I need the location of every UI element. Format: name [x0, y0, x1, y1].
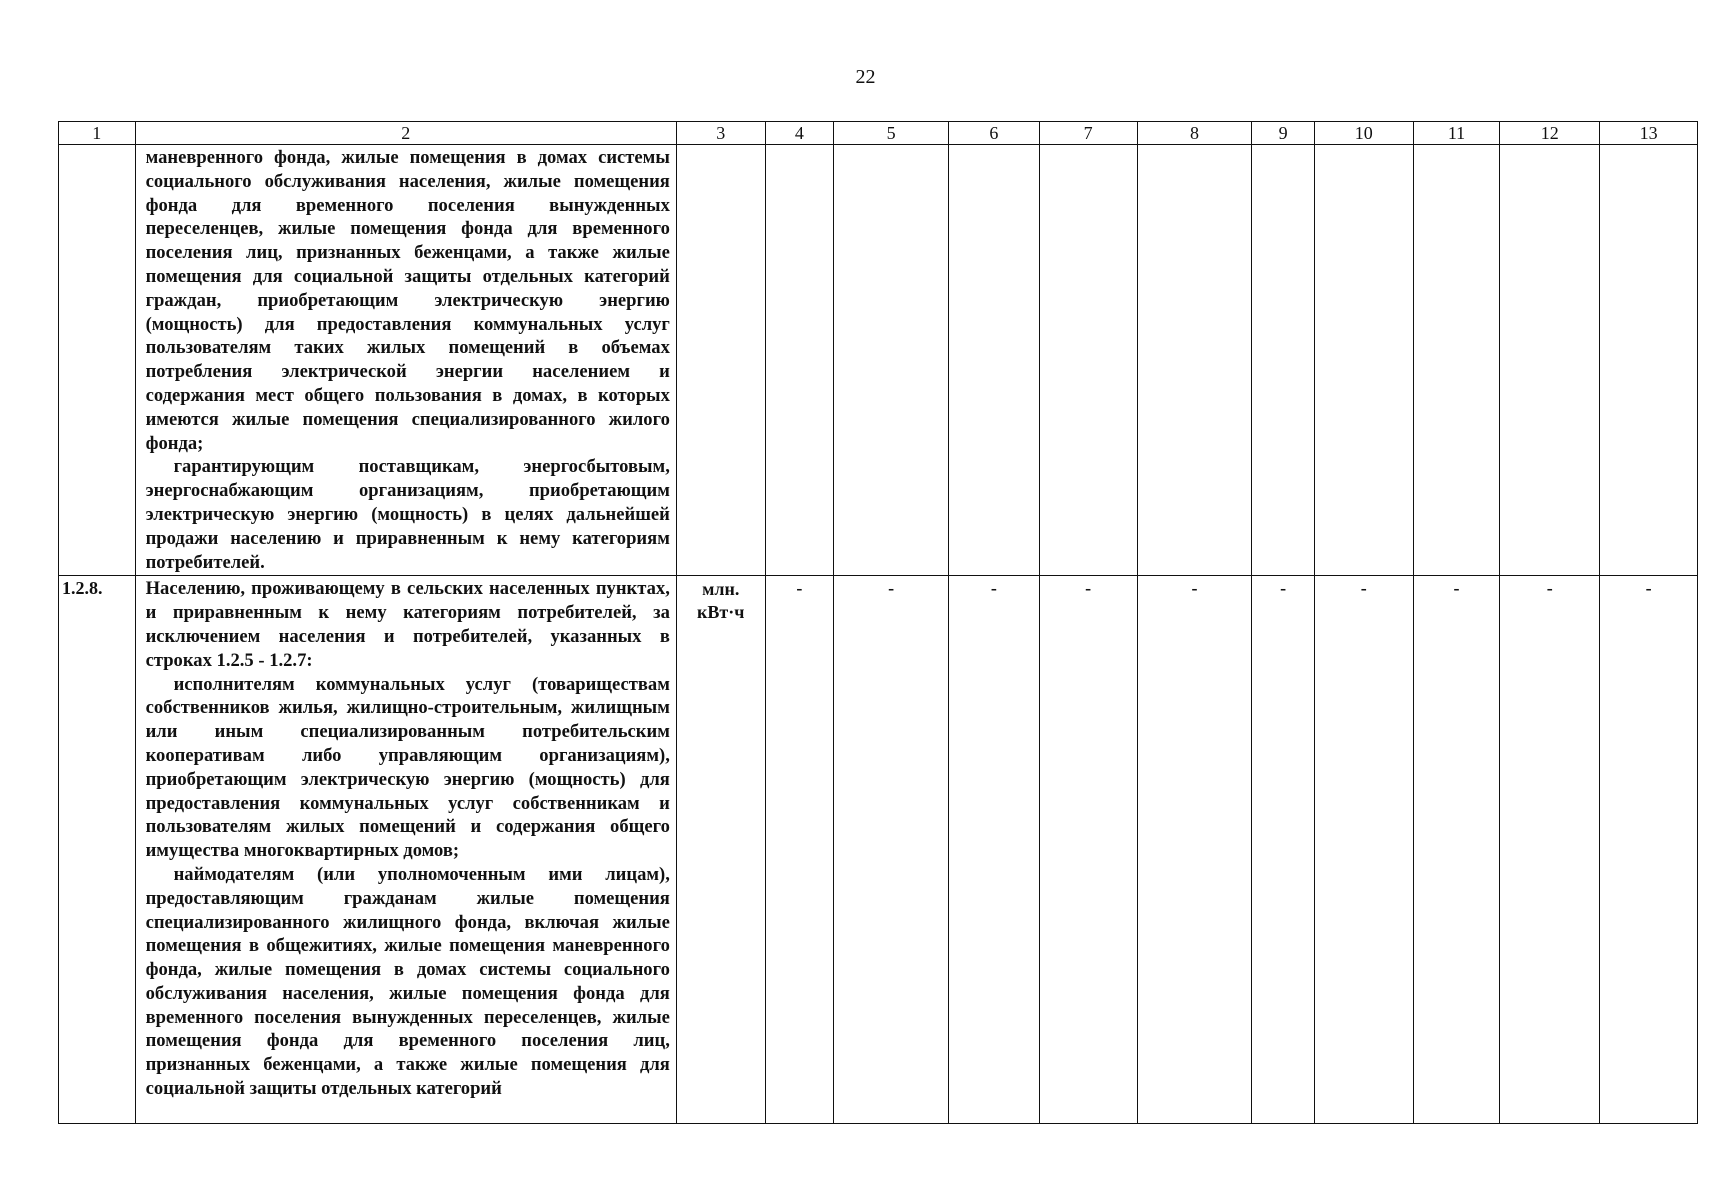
value-cell: - — [1413, 576, 1500, 1124]
value-cell: - — [1500, 576, 1600, 1124]
value-cell — [1137, 145, 1252, 576]
description-paragraph: наймодателям (или уполномоченным ими лицам), предоставляющим гражданам жилые помещения специализированного жилищного фонда, включая жилые помещения в общежитиях, жилые помещения маневренного фонда, жилые помещения в домах системы социального обслуживания населения, жилые помещения фонда для временного поселения вынужденных переселенцев, жилые помещения фонда для временного поселения лиц, признанных беженцами, а также жилые помещения для социальной защиты отдельных категорий — [145, 863, 670, 1100]
header-cell: 2 — [135, 122, 676, 145]
header-row — [59, 122, 1698, 145]
description-paragraph: гарантирующим поставщикам, энергосбытовым, энергоснабжающим организациям, приобретающим электрическую энергию (мощность) в целях дальнейшей продажи населению и приравненным к нему категориям потребителей. — [145, 456, 670, 573]
description-paragraph: исполнителям коммунальных услуг (товариществам собственников жилья, жилищно-строительным, жилищным или иным специализированным потребительским кооперативам либо управляющим организациям), приобретающим электрическую энергию (мощность) для предоставления коммунальных услуг собственникам и пользователям жилых помещений и содержания общего имущества многоквартирных домов; — [145, 673, 670, 862]
value-cell: - — [765, 576, 834, 1124]
value-cell — [1413, 145, 1500, 576]
unit-line: млн. — [702, 579, 740, 600]
row-description-cell — [135, 145, 676, 576]
value-cell — [1252, 145, 1314, 576]
header-cell: 7 — [1039, 122, 1137, 145]
value-cell: - — [1600, 576, 1698, 1124]
value-cell — [949, 145, 1040, 576]
value-cell — [1500, 145, 1600, 576]
value-cell: - — [1039, 576, 1137, 1124]
row-number-cell — [59, 145, 136, 576]
header-cell: 12 — [1500, 122, 1600, 145]
header-cell: 10 — [1314, 122, 1413, 145]
value-cell: - — [1314, 576, 1413, 1124]
value-cell — [1314, 145, 1413, 576]
value-cell: - — [1137, 576, 1252, 1124]
value-cell: - — [1252, 576, 1314, 1124]
value-cell — [834, 145, 949, 576]
value-cell: - — [949, 576, 1040, 1124]
header-cell: 8 — [1137, 122, 1252, 145]
tariff-table — [58, 121, 1698, 1124]
header-cell: 6 — [949, 122, 1040, 145]
unit-cell — [676, 576, 765, 1124]
table-row — [59, 576, 1698, 1124]
row-number-cell: 1.2.8. — [59, 576, 136, 1124]
unit-line: кВт·ч — [697, 602, 745, 623]
value-cell: - — [834, 576, 949, 1124]
header-cell: 4 — [765, 122, 834, 145]
value-cell — [1600, 145, 1698, 576]
header-cell: 3 — [676, 122, 765, 145]
header-cell: 1 — [59, 122, 136, 145]
unit-cell — [676, 145, 765, 576]
description-paragraph: маневренного фонда, жилые помещения в домах системы социального обслуживания населения, жилые помещения фонда для временного поселения вынужденных переселенцев, жилые помещения фонда для временного поселения лиц, признанных беженцами, а также жилые помещения для социальной защиты отдельных категорий граждан, приобретающим электрическую энергию (мощность) для предоставления коммунальных услуг пользователям таких жилых помещений в объемах потребления электрической энергии населением и содержания мест общего пользования в домах, в которых имеются жилые помещения специализированного жилого фонда; — [145, 147, 670, 454]
header-cell: 13 — [1600, 122, 1698, 145]
header-cell: 9 — [1252, 122, 1314, 145]
description-paragraph: Населению, проживающему в сельских населенных пунктах, и приравненным к нему категориям потребителей, за исключением населения и потребителей, указанных в строках 1.2.5 - 1.2.7: — [145, 578, 670, 671]
value-cell — [1039, 145, 1137, 576]
table-row — [59, 145, 1698, 576]
row-description-cell — [135, 576, 676, 1124]
header-cell: 5 — [834, 122, 949, 145]
value-cell — [765, 145, 834, 576]
page-number: 22 — [855, 66, 876, 88]
header-cell: 11 — [1413, 122, 1500, 145]
